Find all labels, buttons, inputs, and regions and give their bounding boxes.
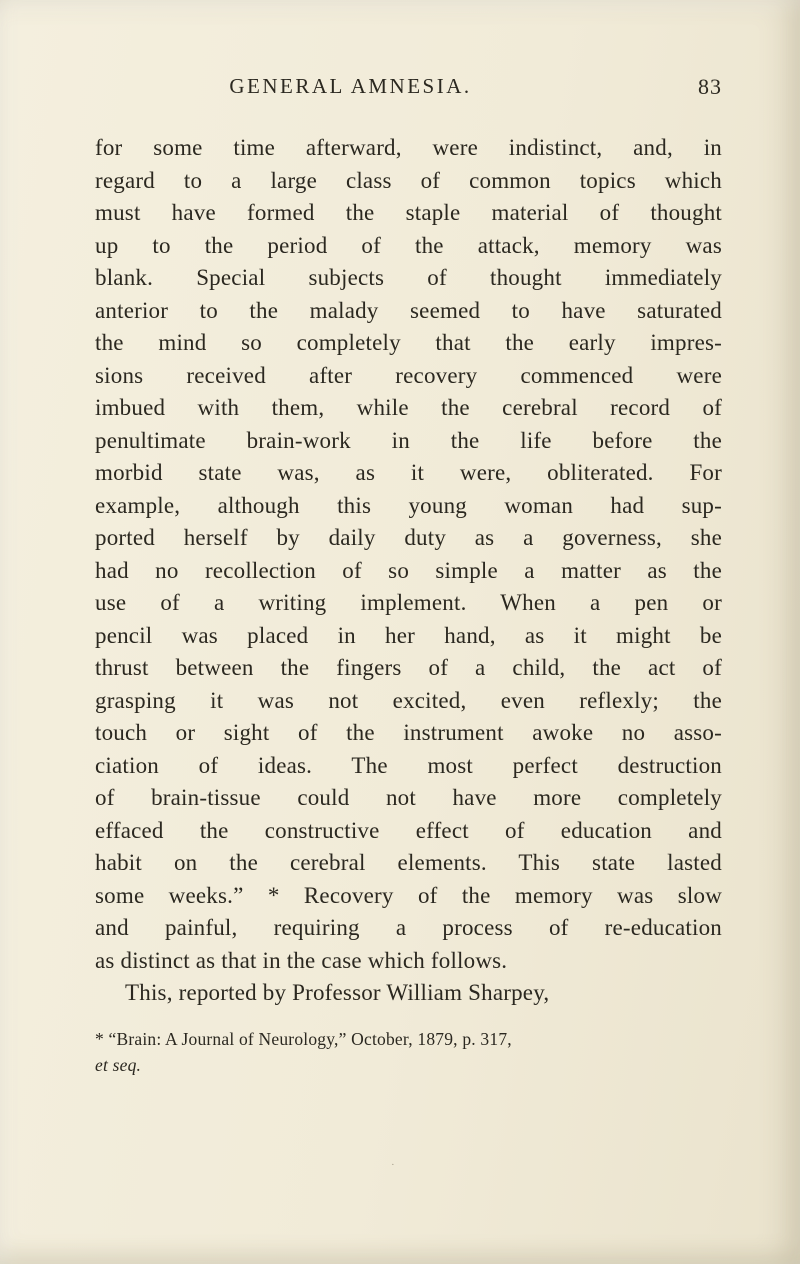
text-line: penultimate brain-work in the life before the bbox=[95, 427, 722, 453]
text-line: as distinct as that in the case which follows. bbox=[95, 947, 508, 973]
text-line: the mind so completely that the early impres- bbox=[95, 330, 722, 355]
text-line: must have formed the staple material of thought bbox=[95, 200, 722, 225]
text-line: touch or sight of the instrument awoke no asso- bbox=[95, 720, 722, 745]
text-line: ciation of ideas. The most perfect destruction bbox=[95, 752, 722, 778]
text-line: This, reported by Professor William Sharpey, bbox=[125, 980, 550, 1005]
text-line: had no recollection of so simple a matter as the bbox=[95, 557, 722, 583]
text-line: use of a writing implement. When a pen or bbox=[95, 590, 722, 615]
paragraph-2 bbox=[95, 977, 722, 1010]
text-line: and painful, requiring a process of re-education bbox=[95, 915, 722, 940]
text-line: sions received after recovery commenced were bbox=[95, 362, 722, 388]
text-line: anterior to the malady seemed to have saturated bbox=[95, 297, 722, 323]
text-line: habit on the cerebral elements. This state lasted bbox=[95, 850, 722, 875]
chapter-header: GENERAL AMNESIA. bbox=[229, 74, 472, 98]
text-line: pencil was placed in her hand, as it might be bbox=[95, 622, 722, 648]
text-line: ported herself by daily duty as a governess, she bbox=[95, 525, 722, 550]
text-line: for some time afterward, were indistinct, and, in bbox=[95, 135, 722, 160]
text-line: grasping it was not excited, even reflexly; the bbox=[95, 687, 722, 713]
paragraph-1 bbox=[95, 132, 722, 977]
text-line: up to the period of the attack, memory was bbox=[95, 232, 722, 258]
text-line: morbid state was, as it were, obliterated. For bbox=[95, 460, 722, 485]
body-text bbox=[95, 132, 722, 1010]
text-line: effaced the constructive effect of education and bbox=[95, 817, 722, 843]
footnote-line: * “Brain: A Journal of Neurology,” October, 1879, p. 317, bbox=[95, 1028, 512, 1049]
text-line: some weeks.” * Recovery of the memory was slow bbox=[95, 882, 722, 908]
text-line: example, although this young woman had sup- bbox=[95, 492, 722, 518]
text-line: blank. Special subjects of thought immediately bbox=[95, 265, 722, 290]
printers-mark: · bbox=[391, 1159, 395, 1171]
page-number: 83 bbox=[698, 74, 722, 99]
running-header bbox=[95, 74, 722, 100]
footnote-line: et seq. bbox=[95, 1054, 142, 1075]
text-line: imbued with them, while the cerebral record of bbox=[95, 395, 722, 420]
text-line: thrust between the fingers of a child, the act of bbox=[95, 655, 722, 680]
text-line: of brain-tissue could not have more completely bbox=[95, 785, 722, 810]
footnote bbox=[95, 1026, 722, 1078]
text-line: regard to a large class of common topics which bbox=[95, 167, 722, 193]
